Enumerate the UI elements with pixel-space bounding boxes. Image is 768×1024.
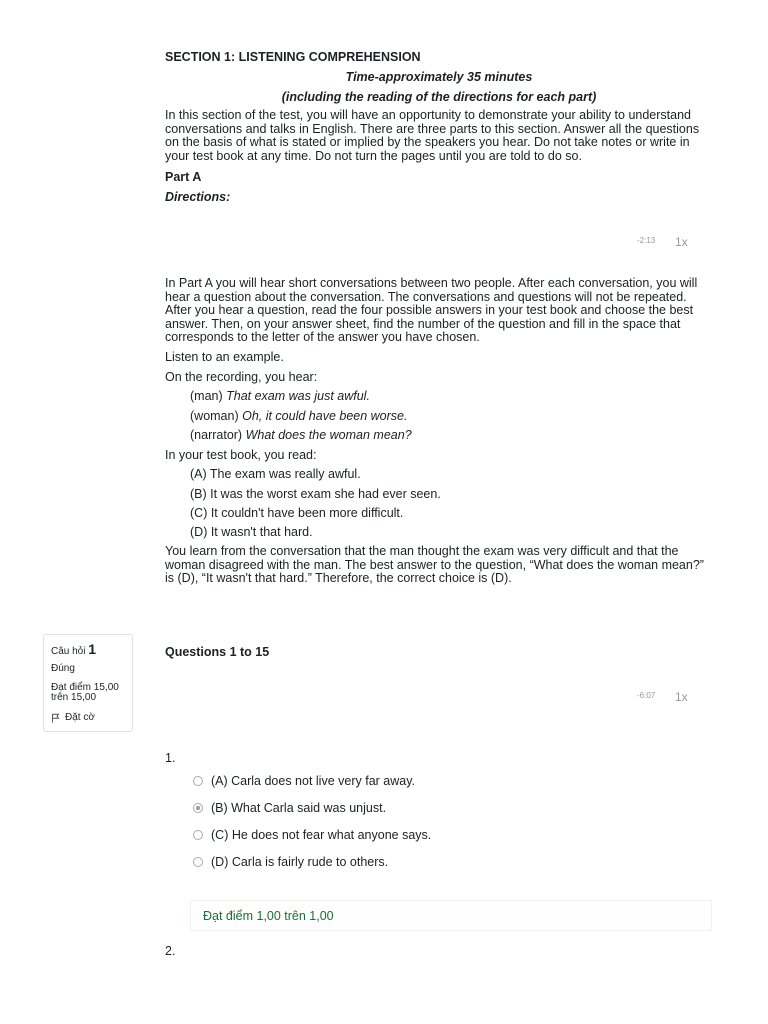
radio-button[interactable] [193,830,203,840]
radio-button[interactable] [193,857,203,867]
grade-feedback: Đạt điểm 1,00 trên 1,00 [190,900,712,931]
questions-heading: Questions 1 to 15 [165,645,270,659]
question-score-line1: Đạt điểm 15,00 [51,682,119,693]
answer-option-d[interactable]: (D) Carla is fairly rude to others. [193,854,388,870]
book-option: (B) It was the worst exam she had ever seen. [190,487,441,501]
recording-line: (woman) Oh, it could have been worse. [190,409,408,423]
explanation: You learn from the conversation that the man thought the exam was very difficult and that the woman disagreed with the man. The best answer to the question, “What does the woman mean?” is (D), “It wasn't that hard.” Therefore, the correct choice is (D). [165,544,704,586]
time-line: Time-approximately 35 minutes [345,70,533,84]
question-status: Đúng [51,663,75,674]
book-option: (A) The exam was really awful. [190,467,361,481]
question-score-line2: trên 15,00 [51,692,97,703]
answer-option-c[interactable]: (C) He does not fear what anyone says. [193,827,431,843]
playback-speed-button[interactable]: 1x [675,690,688,704]
radio-button[interactable] [193,776,203,786]
section-intro: In this section of the test, you will have an opportunity to demonstrate your ability to understand conversations and talks in English. There are three parts to this section. Answer all the questions on the basis of what is stated or implied by the speakers you hear. Do not take notes or write in your test book at any time. Do not turn the pages until you are told to do so. [165,108,700,163]
including-line: (including the reading of the directions for each part) [281,90,597,104]
book-option: (D) It wasn't that hard. [190,525,313,539]
recording-line: (narrator) What does the woman mean? [190,428,412,442]
flag-question-button[interactable]: Đặt cờ [51,712,95,723]
section-title: SECTION 1: LISTENING COMPREHENSION [165,50,421,64]
answer-option-b[interactable]: (B) What Carla said was unjust. [193,800,386,816]
example-intro: Listen to an example. [165,350,284,364]
answer-option-a[interactable]: (A) Carla does not live very far away. [193,773,415,789]
question-number: Câu hỏi 1 [51,641,97,657]
part-a-heading: Part A [165,170,202,184]
player-time: -2:13 [637,236,656,245]
recording-line: (man) That exam was just awful. [190,389,370,403]
directions-label: Directions: [165,190,231,204]
flag-icon [51,713,61,723]
question-2-number: 2. [165,944,176,958]
playback-speed-button[interactable]: 1x [675,235,688,249]
question-info-box [43,634,133,732]
question-1-number: 1. [165,751,176,765]
radio-button-selected[interactable] [193,803,203,813]
recording-intro: On the recording, you hear: [165,370,318,384]
book-intro: In your test book, you read: [165,448,317,462]
player-time: -6:07 [637,691,656,700]
book-option: (C) It couldn't have been more difficult. [190,506,404,520]
part-a-paragraph: In Part A you will hear short conversations between two people. After each conversation, you will hear a question about the conversation. The conversations and questions will not be repeated. After you hear a question, read the four possible answers in your test book and choose the best answer. Then, on your answer sheet, find the number of the question and fill in the space that corresponds to the letter of the answer you have chosen. [165,276,698,345]
